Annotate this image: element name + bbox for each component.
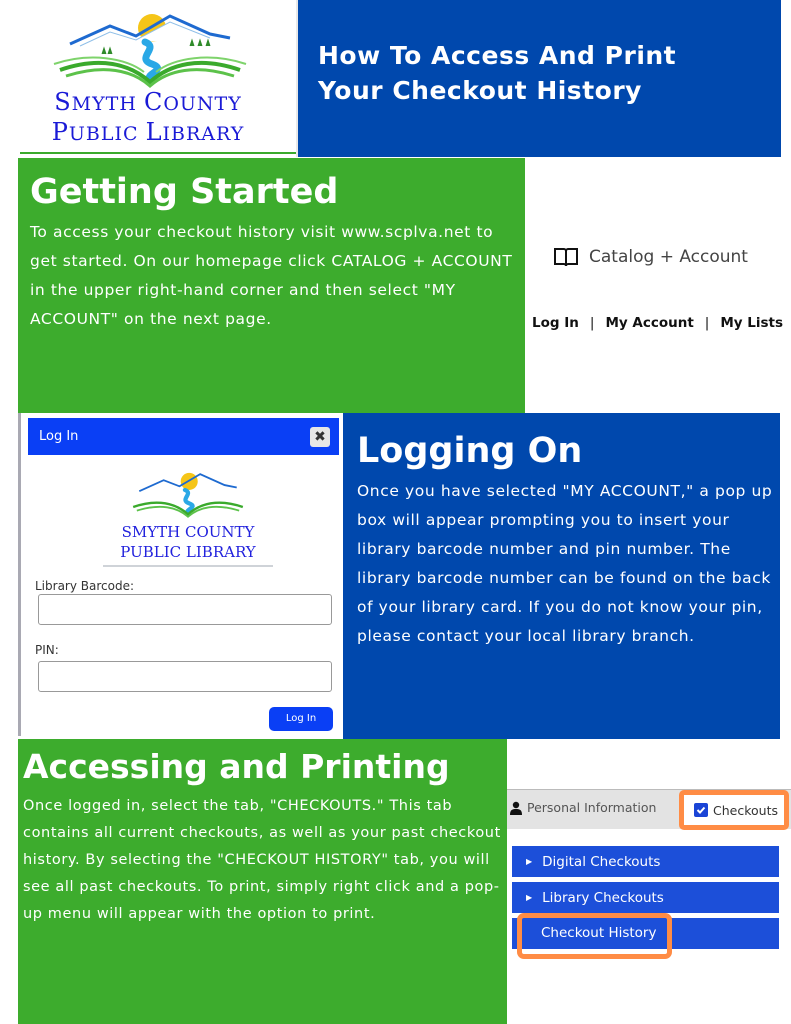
tab-label: Checkouts bbox=[713, 802, 778, 818]
checkout-history-label: Checkout History bbox=[541, 925, 657, 941]
open-book-icon bbox=[553, 246, 579, 268]
section-heading: Logging On bbox=[357, 431, 583, 471]
tab-personal-information[interactable] bbox=[509, 800, 656, 815]
login-modal bbox=[18, 413, 343, 736]
person-icon bbox=[509, 801, 523, 815]
accordion-digital-checkouts[interactable] bbox=[512, 846, 779, 877]
pin-input[interactable] bbox=[38, 661, 332, 692]
checkbox-icon bbox=[694, 803, 708, 817]
library-logo bbox=[0, 0, 296, 157]
section-body: Once you have selected "MY ACCOUNT," a pop up box will appear prompting you to insert your library barcode number and pin number. The library barcode number can be found on the back of your library card. If you do not know your pin, please contact your local library branch. bbox=[357, 482, 773, 645]
modal-logo-line2: PUBLIC LIBRARY bbox=[120, 543, 256, 561]
accessing-printing-section bbox=[18, 739, 507, 1024]
my-account-link[interactable]: My Account bbox=[605, 315, 694, 331]
section-heading: Accessing and Printing bbox=[23, 747, 450, 786]
caret-right-icon: ▶ bbox=[526, 893, 533, 902]
section-heading: Getting Started bbox=[30, 172, 339, 212]
my-lists-link[interactable]: My Lists bbox=[720, 315, 784, 331]
modal-library-logo bbox=[103, 465, 273, 585]
library-logo-art-icon bbox=[40, 6, 260, 88]
caret-right-icon: ▶ bbox=[526, 857, 533, 866]
barcode-input[interactable] bbox=[38, 594, 332, 625]
logo-text-line1: SMYTH COUNTY bbox=[54, 88, 242, 116]
checkouts-screenshot bbox=[507, 739, 791, 1024]
login-link[interactable]: Log In bbox=[532, 315, 579, 331]
catalog-account-label: Catalog + Account bbox=[589, 247, 748, 267]
modal-header bbox=[28, 418, 339, 455]
pin-label: PIN: bbox=[35, 643, 59, 657]
accordion-label: Library Checkouts bbox=[542, 889, 664, 906]
tab-label: Personal Information bbox=[527, 800, 657, 815]
barcode-label: Library Barcode: bbox=[35, 579, 135, 593]
library-logo-art-icon bbox=[121, 465, 255, 521]
accordion-label: Digital Checkouts bbox=[542, 853, 661, 870]
logo-divider bbox=[20, 152, 296, 154]
accordion-library-checkouts[interactable] bbox=[512, 882, 779, 913]
page-title: How To Access And Print Your Checkout History bbox=[318, 41, 677, 105]
logging-on-section bbox=[343, 413, 780, 740]
logo-text-line2: PUBLIC LIBRARY bbox=[51, 118, 245, 146]
logo-divider bbox=[103, 565, 273, 567]
login-button[interactable]: Log In bbox=[269, 707, 333, 731]
close-icon[interactable]: ✖ bbox=[310, 427, 330, 447]
catalog-account-link[interactable] bbox=[553, 246, 748, 268]
link-separator: | bbox=[704, 315, 710, 331]
tab-checkouts[interactable] bbox=[679, 790, 789, 830]
modal-title: Log In bbox=[39, 429, 79, 444]
account-tabs bbox=[507, 789, 791, 829]
section-body: To access your checkout history visit www.scplva.net to get started. On our homepage click CATALOG + ACCOUNT in the upper right-hand corner and then select "MY ACCOUNT" on the next page. bbox=[30, 223, 513, 328]
link-separator: | bbox=[589, 315, 595, 331]
getting-started-section bbox=[18, 158, 525, 413]
catalog-account-screenshot bbox=[525, 158, 791, 413]
section-body: Once logged in, select the tab, "CHECKOUTS." This tab contains all current checkouts, as well as your past checkout history. By selecting the "CHECKOUT HISTORY" tab, you will see all past checkouts. To print, simply right click and a pop-up menu will appear with the option to print. bbox=[23, 798, 501, 922]
title-banner bbox=[296, 0, 781, 157]
modal-logo-line1: SMYTH COUNTY bbox=[121, 523, 255, 541]
account-links bbox=[532, 315, 783, 331]
